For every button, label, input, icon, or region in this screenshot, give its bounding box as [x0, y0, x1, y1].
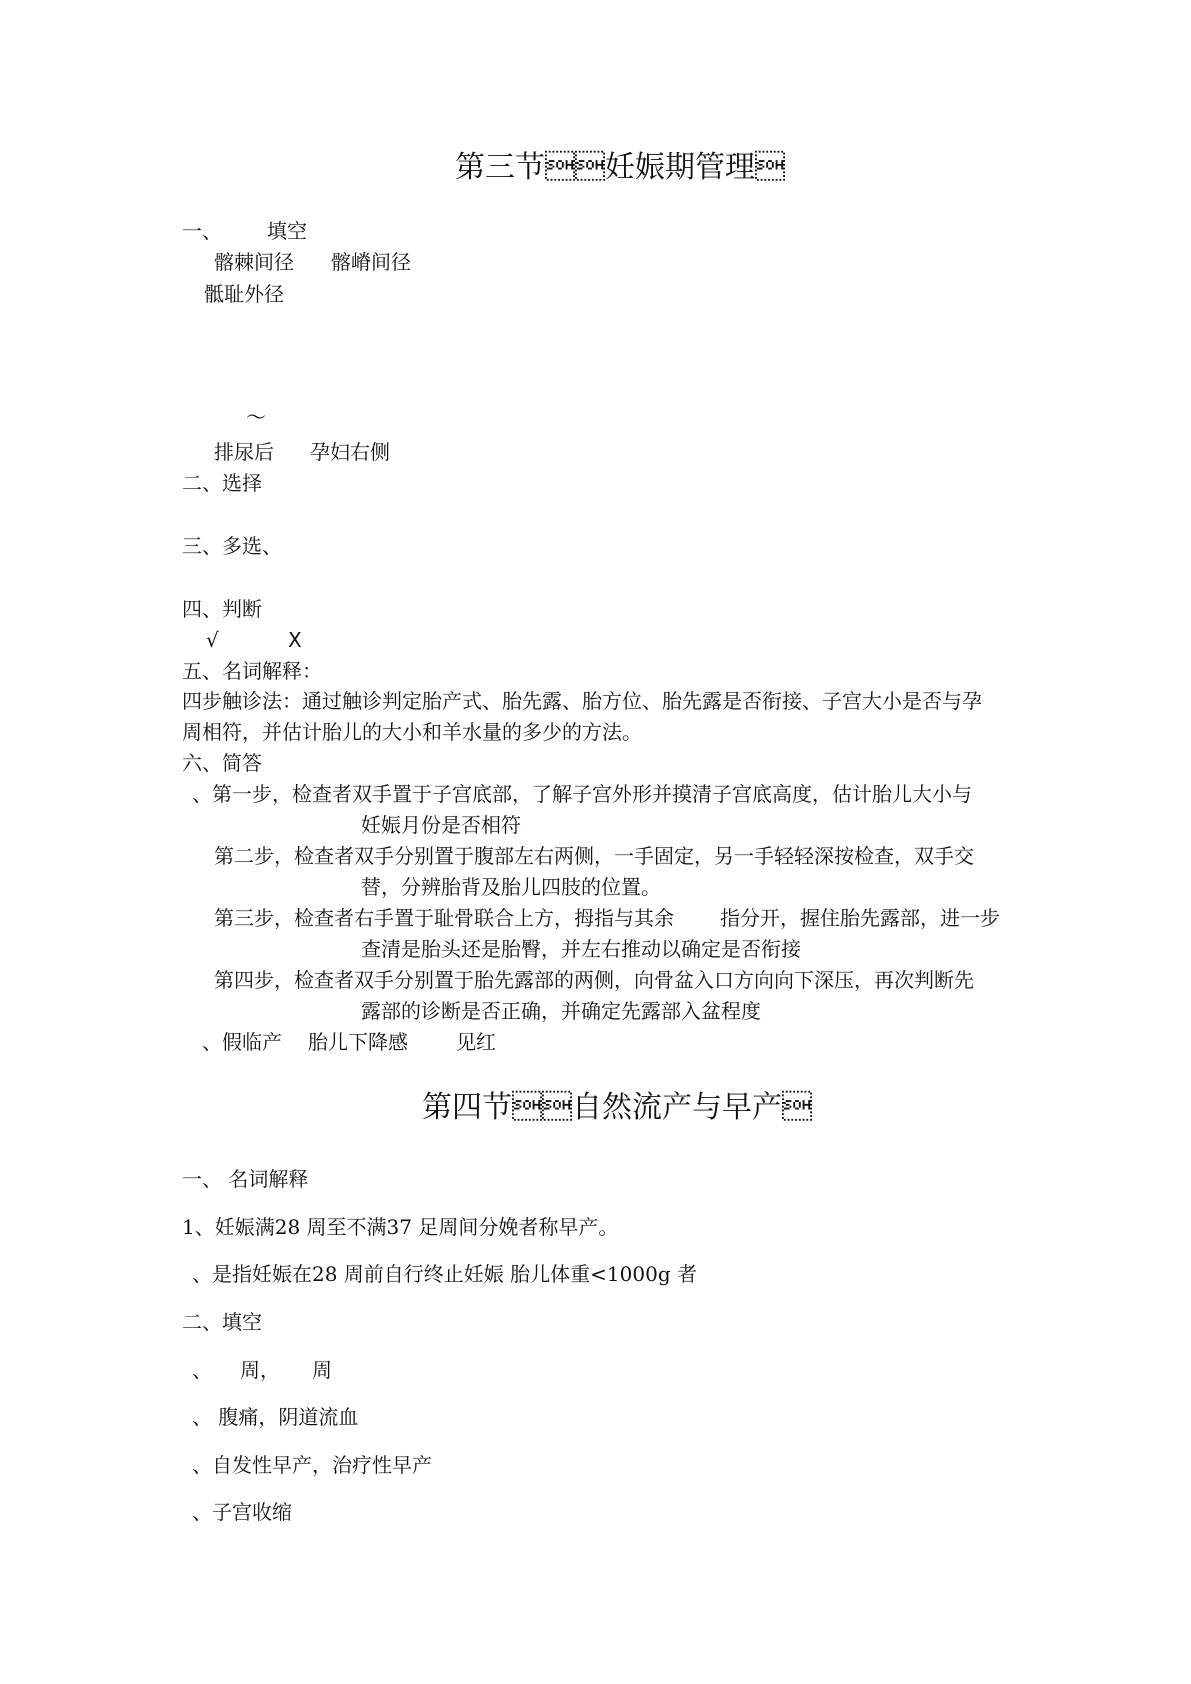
section4-term-preterm: 1、妊娠满28 周至不满37 足周间分娩者称早产。 — [182, 1215, 619, 1239]
signs-lightening: 胎儿下降感 — [308, 1030, 408, 1054]
section4-fill1-weeks-b: 周 — [312, 1358, 332, 1382]
signs-false-labor: 、假临产 — [202, 1030, 282, 1054]
section3-term-heading: 五、名词解释： — [182, 659, 322, 683]
section3-choice-heading: 二、选择 — [182, 471, 262, 495]
section4-term-heading: 一、 名词解释 — [182, 1167, 309, 1191]
section3-title: 第三节妊娠期管理 — [455, 150, 785, 185]
section3-fill-heading-label: 填空 — [267, 219, 307, 243]
section4-title: 第四节自然流产与早产 — [422, 1090, 812, 1125]
step4-line1: 第四步，检查者双手分别置于胎先露部的两侧，向骨盆入口方向向下深压，再次判断先 — [214, 968, 974, 992]
step3-line1-part1: 第三步，检查者右手置于耻骨联合上方，拇指与其余 — [214, 906, 674, 930]
term-definition-line1: 四步触诊法：通过触诊判定胎产式、胎先露、胎方位、胎先露是否衔接、子宫大小是否与孕 — [182, 689, 982, 713]
section3-multi-choice-heading: 三、多选、 — [182, 534, 282, 558]
step1-line2: 妊娠月份是否相符 — [361, 813, 521, 837]
step1-line1: 、第一步，检查者双手置于子宫底部，了解子宫外形并摸清子宫底高度，估计胎儿大小与 — [192, 782, 972, 806]
term-definition-line2: 周相符，并估计胎儿的大小和羊水量的多少的方法。 — [182, 720, 642, 744]
step2-line2: 替，分辨胎背及胎儿四肢的位置。 — [361, 875, 661, 899]
step3-line1-part2: 指分开，握住胎先露部，进一步 — [720, 906, 1000, 930]
section3-fill-heading-number: 一、 — [182, 219, 222, 243]
step3-line2: 查清是胎头还是胎臀，并左右推动以确定是否衔接 — [361, 937, 801, 961]
fill-answer-tilde: ～ — [246, 405, 266, 429]
section4-fill1-prefix: 、 — [192, 1358, 212, 1382]
fill-answer-right-side: 孕妇右侧 — [310, 440, 390, 464]
fill-answer-after-urination: 排尿后 — [214, 440, 274, 464]
judge-check-mark: √ — [206, 628, 219, 652]
section4-fill4: 、子宫收缩 — [192, 1500, 292, 1524]
section4-fill1-weeks-a: 周， — [240, 1358, 280, 1382]
section3-judge-heading: 四、判断 — [182, 597, 262, 621]
fill-answer-external-conjugate: 骶耻外径 — [204, 282, 284, 306]
step4-line2: 露部的诊断是否正确，并确定先露部入盆程度 — [361, 999, 761, 1023]
section4-fill3: 、自发性早产，治疗性早产 — [192, 1453, 432, 1477]
section4-term-abortion: 、是指妊娠在28 周前自行终止妊娠 胎儿体重<1000g 者 — [192, 1262, 697, 1286]
section4-fill2: 、 腹痛，阴道流血 — [192, 1405, 359, 1429]
fill-answer-intercristal: 髂嵴间径 — [331, 250, 411, 274]
section4-fill-heading: 二、填空 — [182, 1310, 262, 1334]
step2-line1: 第二步，检查者双手分别置于腹部左右两侧，一手固定，另一手轻轻深按检查，双手交 — [214, 844, 974, 868]
judge-cross-mark: X — [288, 628, 302, 652]
fill-answer-interspinous: 髂棘间径 — [214, 250, 294, 274]
section3-short-answer-heading: 六、简答 — [182, 751, 262, 775]
signs-show: 见红 — [456, 1030, 496, 1054]
